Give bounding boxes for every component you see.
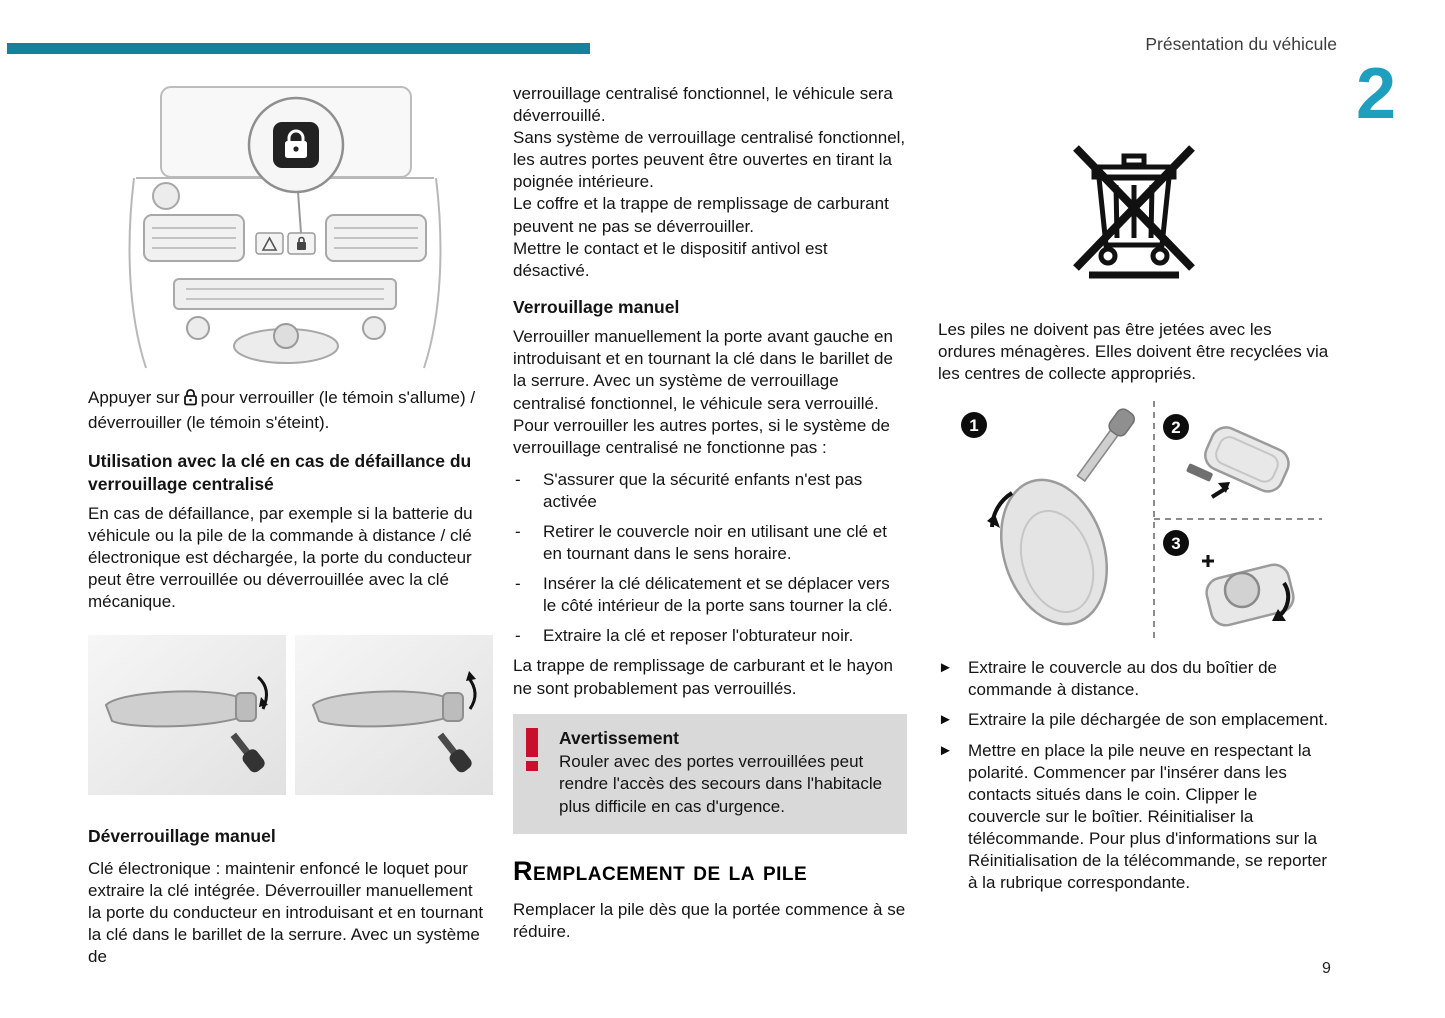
warning-title: Avertissement (559, 727, 679, 748)
heading-key-failure: Utilisation avec la clé en cas de défaillance du verrouillage centralisé (88, 451, 472, 494)
column-left (88, 83, 490, 968)
caption-text-prefix: Appuyer sur (88, 388, 180, 407)
step-1-art (984, 407, 1137, 638)
warning-box (513, 714, 907, 834)
hazard-button-icon (256, 233, 283, 254)
list-item (938, 709, 1330, 731)
list-item-text: Mettre en place la pile neuve en respectant la polarité. Commencer par l'insérer dans les contacts situés dans le coin. Clipper le couvercle sur le boîtier. Réinitialiser la télécommande. Pour plus d'informations sur la Réinitialisation de la télécommande, se reporter à la rubrique correspondante. (968, 740, 1328, 893)
column-right (938, 83, 1330, 894)
step-3-art (1202, 555, 1297, 628)
page-number: 9 (1322, 960, 1331, 977)
arrow-bullet-icon: ► (938, 659, 953, 677)
para-manual-lock-1: Verrouiller manuellement la porte avant gauche en introduisant et en tournant la clé dans le barillet de la serrure. Avec un système de verrouillage centralisé fonctionnel, le véhicule sera verrouillé. (513, 327, 893, 413)
list-item-text: Insérer la clé délicatement et se déplacer vers le côté intérieur de la porte sans tourner la clé. (543, 574, 893, 616)
polarity-plus-icon (1202, 555, 1214, 567)
list-item (938, 657, 1330, 701)
battery-replacement-steps-figure (954, 397, 1326, 647)
para-batteries: Les piles ne doivent pas être jetées avec les ordures ménagères. Elles doivent être recyclées via les centres de collecte appropriés. (938, 320, 1329, 384)
page-header-title: Présentation du véhicule (1145, 34, 1337, 54)
arrow-bullet-icon: ► (938, 741, 953, 759)
list-item-text: Extraire la pile déchargée de son emplacement. (968, 710, 1329, 730)
list-item-text: Extraire le couvercle au dos du boîtier de commande à distance. (968, 658, 1278, 700)
heading-manual-unlock: Déverrouillage manuel (88, 826, 276, 847)
warning-text: Rouler avec des portes verrouillées peut rendre l'accès des secours dans l'habitacle plus difficile en cas d'urgence. (559, 752, 883, 816)
dash-marker: - (515, 469, 521, 489)
list-item (513, 469, 907, 513)
arrow-bullet-icon: ► (938, 711, 953, 729)
door-handles-figure (88, 635, 493, 795)
header-accent-rule (7, 43, 590, 54)
dash-marker: - (515, 626, 521, 646)
para-manual-lock-2: Pour verrouiller les autres portes, si le système de verrouillage centralisé ne fonctionne pas : (513, 415, 890, 457)
list-item-text: Retirer le couvercle noir en utilisant une clé et en tournant dans le sens horaire. (543, 521, 887, 564)
para-continued-1: verrouillage centralisé fonctionnel, le véhicule sera déverrouillé. (513, 84, 893, 126)
step-3-number: 3 (1171, 534, 1181, 554)
list-item (938, 740, 1330, 895)
para-fuel-flap: La trappe de remplissage de carburant et le hayon ne sont probablement pas verrouillés. (513, 656, 893, 698)
para-battery-intro: Remplacer la pile dès que la portée commence à se réduire. (513, 899, 906, 941)
para-continued-2: Sans système de verrouillage centralisé fonctionnel, les autres portes peuvent être ouvertes en tirant la poignée intérieure. (513, 128, 906, 192)
heading-manual-lock: Verrouillage manuel (513, 296, 680, 317)
para-key-failure: En cas de défaillance, par exemple si la batterie du véhicule ou la pile de la commande à distance / clé électronique est déchargée, la porte du conducteur peut être verrouillée ou déverrouillée avec la clé mécanique. (88, 503, 473, 612)
crossed-out-bin-icon (1054, 123, 1214, 293)
column-middle (513, 83, 907, 943)
door-handles-illustration (88, 635, 493, 795)
battery-replacement-illustration (954, 397, 1326, 647)
dash-marker: - (515, 521, 521, 541)
warning-exclamation-icon (526, 728, 538, 774)
para-manual-unlock: Clé électronique : maintenir enfoncé le loquet pour extraire la clé intégrée. Déverrouiller manuellement la porte du conducteur en introduisant et en tournant la clé dans le barillet de la serrure. Avec un système de (88, 858, 484, 967)
screwdriver-icon (1073, 407, 1137, 485)
coin-battery-icon (1225, 573, 1259, 607)
step-1-number: 1 (969, 416, 979, 436)
handle-panel-right (295, 635, 493, 795)
dashboard-lock-figure (106, 83, 464, 373)
chapter-number: 2 (1356, 54, 1397, 134)
lock-icon (183, 388, 198, 412)
list-item (513, 521, 907, 565)
caption-text-suffix: pour verrouiller (le témoin s'allume) / déverrouiller (le témoin s'éteint). (88, 388, 476, 433)
manual-lock-steps-list (513, 469, 907, 648)
list-item-text: Extraire la clé et reposer l'obturateur noir. (543, 626, 854, 646)
battery-disposal-figure (1054, 123, 1214, 293)
radio-panel-icon (174, 279, 396, 309)
step-2-art (1186, 423, 1293, 497)
dash-knob-icon (153, 183, 179, 209)
handle-panel-left (88, 635, 286, 795)
list-item-text: S'assurer que la sécurité enfants n'est pas activée (543, 469, 863, 511)
para-continued-3: Le coffre et la trappe de remplissage de carburant peuvent ne pas se déverrouiller. (513, 194, 889, 236)
figure1-caption (88, 387, 490, 434)
para-continued-4: Mettre le contact et le dispositif antivol est désactivé. (513, 238, 828, 280)
battery-steps-list (938, 657, 1330, 894)
dash-marker: - (515, 574, 521, 594)
dashboard-illustration (106, 83, 464, 373)
list-item (513, 625, 907, 647)
list-item (513, 573, 907, 617)
section-heading-battery-replacement: Remplacement de la pile (513, 855, 808, 886)
step-2-number: 2 (1171, 418, 1181, 438)
